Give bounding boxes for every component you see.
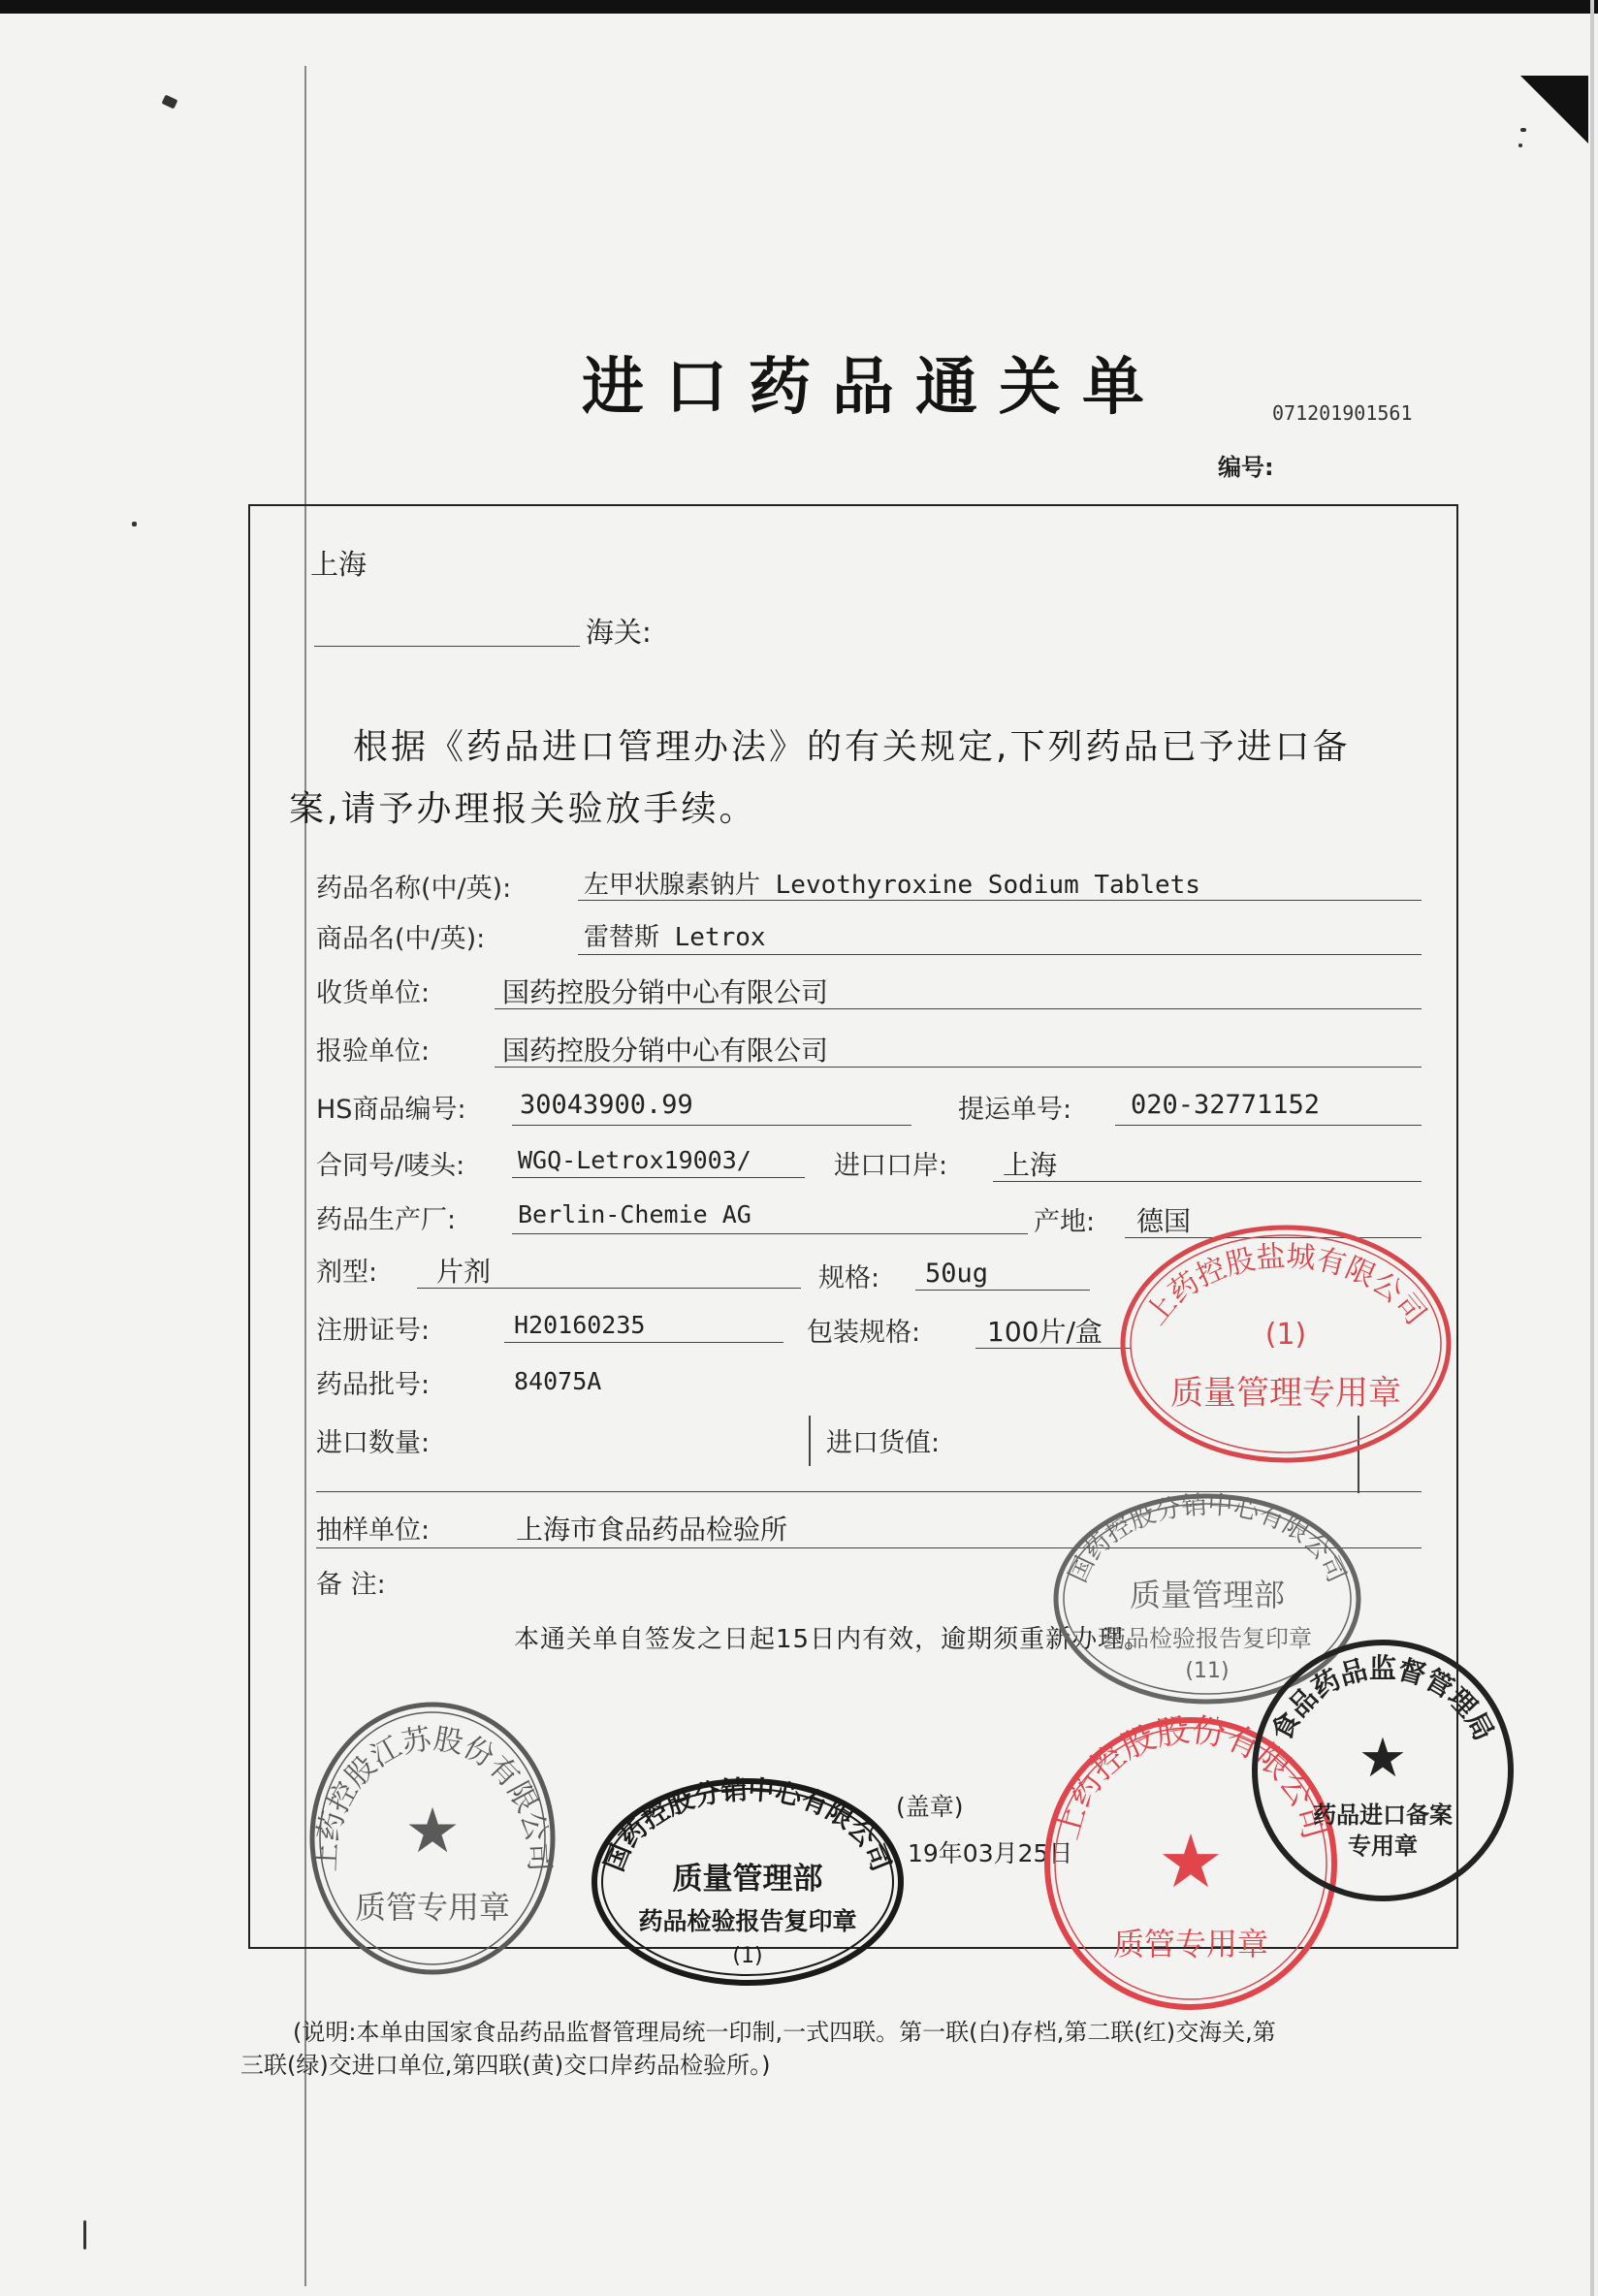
inspection-unit-underline	[495, 1067, 1422, 1068]
stamp-text: 国药控股分销中心有限公司	[599, 1774, 896, 1876]
goods-value-label: 进口货值:	[826, 1428, 941, 1458]
consignee-underline	[495, 1008, 1422, 1009]
stamp-text: 上药控股江苏股份有限公司	[308, 1722, 557, 1873]
spec-value: 50ug	[925, 1259, 989, 1289]
origin-value: 德国	[1136, 1205, 1192, 1237]
manufacturer-underline	[512, 1233, 1028, 1234]
dosage-label: 剂型:	[316, 1258, 378, 1288]
customs-label: 海关:	[586, 616, 652, 649]
stamp-bottom: 质管专用章	[354, 1889, 511, 1926]
origin-label: 产地:	[1034, 1207, 1096, 1237]
quality-stamp-grey-jiangsu	[306, 1699, 559, 1978]
consignee-label: 收货单位:	[316, 978, 431, 1008]
remarks-label: 备 注:	[316, 1570, 386, 1600]
port-value: 上海	[1003, 1149, 1058, 1181]
registration-underline	[504, 1342, 783, 1343]
registration-value: H20160235	[514, 1311, 646, 1339]
issue-date: 19年03月25日	[908, 1839, 1073, 1867]
stamp-text: 上药控股股份有限公司	[1046, 1712, 1335, 1844]
drug-name-value: 左甲状腺素钠片 Levothyroxine Sodium Tablets	[584, 871, 1200, 900]
stamp-middle: 质量管理部	[1129, 1577, 1286, 1613]
trade-name-underline	[578, 954, 1422, 955]
seal-note: (盖章)	[896, 1793, 964, 1821]
stamp-middle: 质量管理部	[672, 1862, 823, 1897]
document-title: 进口药品通关单	[582, 351, 1166, 424]
contract-value: WGQ-Letrox19003/	[518, 1146, 751, 1174]
stamp-bottom: 药品检验报告复印章	[1103, 1625, 1312, 1652]
intro-line-1: 根据《药品进口管理办法》的有关规定,下列药品已予进口备	[353, 727, 1351, 767]
hs-code-label: HS商品编号:	[316, 1095, 466, 1125]
corner-mark	[1520, 76, 1588, 144]
stamp-number: (11)	[1185, 1659, 1230, 1683]
manufacturer-value: Berlin-Chemie AG	[518, 1200, 751, 1228]
dosage-underline	[417, 1288, 801, 1289]
sampling-label: 抽样单位:	[316, 1515, 431, 1546]
customs-underline	[314, 646, 580, 647]
package-underline	[975, 1348, 1131, 1349]
port-underline	[993, 1181, 1422, 1182]
batch-value: 84075A	[514, 1367, 602, 1395]
svg-text:国药控股分销中心有限公司	[1064, 1491, 1351, 1587]
hs-code-underline	[512, 1125, 911, 1126]
stamp-number: (1)	[732, 1944, 763, 1968]
package-label: 包装规格:	[807, 1318, 921, 1348]
quantity-divider	[809, 1416, 811, 1466]
quantity-label: 进口数量:	[316, 1428, 431, 1458]
inspection-unit-value: 国药控股分销中心有限公司	[502, 1035, 829, 1067]
spec-underline	[915, 1290, 1090, 1291]
svg-text:国药控股分销中心有限公司	[599, 1775, 896, 1875]
document-number: 071201901561	[1272, 401, 1413, 425]
drug-name-underline	[578, 900, 1422, 901]
intro-line-2: 案,请予办理报关验放手续。	[289, 789, 757, 829]
bill-underline	[1115, 1125, 1422, 1126]
stamp-number: (1)	[1264, 1318, 1307, 1352]
stamp-bottom: 质量管理专用章	[1170, 1374, 1401, 1413]
drug-name-label: 药品名称(中/英):	[316, 874, 512, 904]
stamp-bottom: 质管专用章	[1112, 1926, 1269, 1962]
stamp-text: 上药控股盐城有限公司	[1138, 1239, 1433, 1332]
stamp-bottom: 药品检验报告复印章	[638, 1907, 857, 1935]
scan-speck	[1518, 144, 1522, 147]
trade-name-value: 雷替斯 Letrox	[584, 923, 766, 952]
star-icon: ★	[1157, 1818, 1225, 1904]
quality-stamp-black-distribution	[588, 1774, 908, 1990]
bill-label: 提运单号:	[958, 1095, 1072, 1125]
port-label: 进口口岸:	[834, 1151, 948, 1181]
dosage-value: 片剂	[436, 1256, 492, 1288]
official-stamp-black-fda	[1245, 1633, 1520, 1908]
stamp-bottom: 专用章	[1348, 1833, 1418, 1860]
package-value: 100片/盒	[987, 1316, 1103, 1348]
scan-right-edge	[1590, 0, 1594, 2296]
manufacturer-label: 药品生产厂:	[316, 1205, 457, 1235]
registration-label: 注册证号:	[316, 1316, 431, 1346]
contract-underline	[512, 1177, 805, 1178]
bill-value: 020-32771152	[1131, 1090, 1321, 1120]
consignee-value: 国药控股分销中心有限公司	[502, 976, 829, 1008]
validity-note: 本通关单自签发之日起15日内有效，逾期须重新办理。	[514, 1625, 1151, 1654]
batch-label: 药品批号:	[316, 1370, 431, 1400]
quality-stamp-red-yancheng	[1115, 1220, 1456, 1468]
scan-speck	[1520, 128, 1526, 132]
inspection-unit-label: 报验单位:	[316, 1036, 431, 1067]
scan-speck	[83, 2220, 86, 2249]
stamp-text: 食品药品监督管理局	[1264, 1652, 1501, 1746]
footnote-line-2: 三联(绿)交进口单位,第四联(黄)交口岸药品检验所。)	[240, 2052, 771, 2079]
stamp-middle: 药品进口备案	[1313, 1802, 1453, 1829]
scan-speck	[162, 95, 178, 110]
star-icon: ★	[404, 1796, 461, 1867]
addressee-city: 上海	[310, 548, 368, 581]
scan-speck	[132, 522, 137, 526]
number-label: 编号:	[1218, 454, 1274, 481]
scan-top-edge	[0, 0, 1598, 14]
star-icon: ★	[1358, 1727, 1408, 1790]
stamp-text: 国药控股分销中心有限公司	[1063, 1490, 1352, 1587]
footnote-line-1: (说明:本单由国家食品药品监督管理局统一印制,一式四联。第一联(白)存档,第二联(红)交海关,第	[293, 2019, 1276, 2046]
contract-label: 合同号/唛头:	[316, 1151, 465, 1181]
hs-code-value: 30043900.99	[520, 1090, 693, 1120]
sampling-value: 上海市食品药品检验所	[516, 1514, 788, 1546]
trade-name-label: 商品名(中/英):	[316, 924, 486, 954]
spec-label: 规格:	[818, 1263, 880, 1293]
